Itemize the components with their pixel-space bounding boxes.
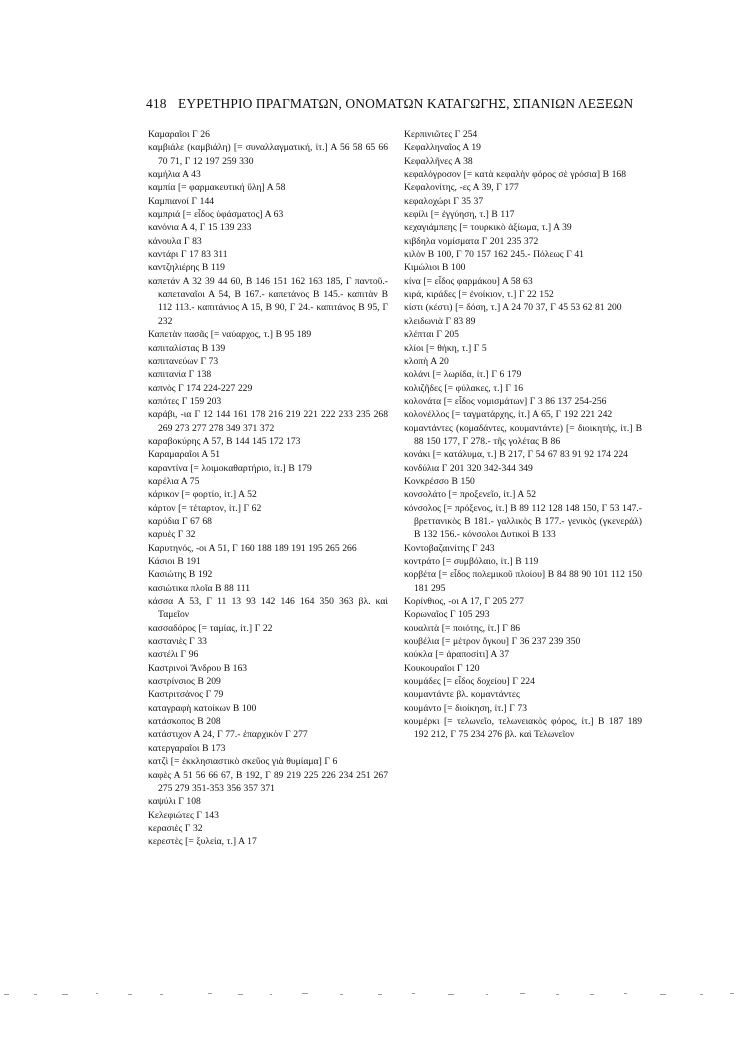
index-entry: κεχαγιάμπεης [= τουρκικὸ ἀξίωμα, τ.] Α 39 — [404, 222, 572, 234]
index-entry: κανόνια Α 4, Γ 15 139 233 — [148, 222, 252, 234]
index-entry: κουμάδες [= εἶδος δοχείου] Γ 224 — [404, 676, 535, 688]
index-entry: κατεργαραῖοι Β 173 — [148, 742, 226, 754]
index-entry: καψύλι Γ 108 — [148, 796, 201, 808]
index-entry: κουμέρκι [= τελωνεῖο, τελωνειακὸς φόρος, ἰτ.] Β 187 189 192 212, Γ 75 234 276 βλ. καὶ Τελωνεῖον — [404, 716, 642, 741]
index-entry: κάνουλα Γ 83 — [148, 235, 202, 247]
index-entry: Κιμώλιοι Β 100 — [404, 262, 466, 274]
index-entry: καφὲς Α 51 56 66 67, Β 192, Γ 89 219 225 226 234 251 267 275 279 351-353 356 357 371 — [148, 769, 388, 794]
index-entry: κόνσολος [= πρόξενος, ἰτ.] Β 89 112 128 148 150, Γ 53 147.- βρεττανικὸς Β 181.- γαλλικὸς Β 177.- γενικὸς (γκενεράλ) Β 132 156.- κόνσολοι Δυτικοὶ Β 133 — [404, 502, 642, 541]
index-column-left — [148, 128, 388, 849]
index-entry: κατάστιχον Α 24, Γ 77.- ἐπαρχικὸν Γ 277 — [148, 729, 308, 741]
index-entry: Κορωναῖος Γ 105 293 — [404, 609, 490, 621]
index-entry: κολονέλλος [= ταγματάρχης, ἰτ.] Α 65, Γ 192 221 242 — [404, 409, 613, 421]
index-entry: κατζὶ [= ἐκκλησιαστικὸ σκεῦος γιὰ θυμίαμα] Γ 6 — [148, 756, 338, 768]
index-entry: καραντίνα [= λοιμοκαθαρτήριο, ἰτ.] Β 179 — [148, 462, 312, 474]
index-entry: κασσαδόρος [= ταμίας, ἰτ.] Γ 22 — [148, 622, 273, 634]
index-entry: καπιτανεύων Γ 73 — [148, 355, 219, 367]
index-entry: κλειδωνιὰ Γ 83 89 — [404, 315, 476, 327]
index-entry: κλοπὴ Α 20 — [404, 355, 449, 367]
index-entry: Κοντοβαζαινίτης Γ 243 — [404, 542, 495, 554]
index-entry: κίνα [= εἶδος φαρμάκου] Α 58 63 — [404, 275, 533, 287]
index-entry: κερασιὲς Γ 32 — [148, 822, 203, 834]
index-entry: καμβιάλε (καμβιάλη) [= συναλλαγματική, ἰτ.] Α 56 58 65 66 70 71, Γ 12 197 259 330 — [148, 142, 388, 167]
index-entry: καρέλια Α 75 — [148, 475, 200, 487]
index-entry: καράβι, -ια Γ 12 144 161 178 216 219 221 222 233 235 268 269 273 277 278 349 371 372 — [148, 409, 388, 434]
index-entry: Κερπινιῶτες Γ 254 — [404, 129, 478, 140]
index-entry: κίστι (κέστι) [= δόση, τ.] Α 24 70 37, Γ 45 53 62 81 200 — [404, 302, 622, 314]
index-entry: κονσολάτο [= προξενεῖο, ἰτ.] Α 52 — [404, 489, 537, 501]
index-entry: καπιτανία Γ 138 — [148, 369, 212, 381]
index-entry: κουμάντο [= διοίκηση, ἰτ.] Γ 73 — [404, 702, 528, 714]
index-entry: Κεφαλληναῖος Α 19 — [404, 142, 481, 154]
index-entry: Καρυτηνός, -οι Α 51, Γ 160 188 189 191 195 265 266 — [148, 542, 357, 554]
index-entry: κολάνι [= λωρίδα, ἰτ.] Γ 6 179 — [404, 369, 522, 381]
index-column-right — [404, 128, 642, 742]
index-entry: Καραμαραῖοι Α 51 — [148, 449, 221, 461]
page-title: ΕΥΡΕΤΗΡΙΟ ΠΡΑΓΜΑΤΩΝ, ΟΝΟΜΑΤΩΝ ΚΑΤΑΓΩΓΗΣ, ΣΠΑΝΙΩΝ ΛΕΞΕΩΝ — [178, 96, 634, 111]
index-entry: κούκλα [= ἀραποσίτι] Α 37 — [404, 649, 510, 661]
index-entry: κεφίλι [= ἐγγύηση, τ.] Β 117 — [404, 209, 515, 221]
index-entry: καμπία [= φαρμακευτική ὕλη] Α 58 — [148, 182, 286, 194]
index-entry: κάσσα Α 53, Γ 11 13 93 142 146 164 350 363 βλ. καὶ Ταμεῖον — [148, 596, 388, 621]
index-entry: καμήλια Α 43 — [148, 169, 201, 181]
page-number: 418 — [146, 96, 167, 111]
index-entry: κουαλιτὰ [= ποιότης, ἰτ.] Γ 86 — [404, 622, 521, 634]
scan-artifact-dots — [0, 991, 744, 999]
index-entry: Κεφαλλῆνες Α 38 — [404, 155, 473, 167]
index-entry: καντζηλιέρης Β 119 — [148, 262, 225, 274]
index-entry: Καστρινοὶ Ἄνδρου Β 163 — [148, 662, 248, 674]
index-entry: καπνὸς Γ 174 224-227 229 — [148, 382, 253, 394]
index-entry: κεφαλοχώρι Γ 35 37 — [404, 195, 484, 207]
index-entry: κατάσκοπος Β 208 — [148, 716, 221, 728]
index-entry: Καστριτσάνος Γ 79 — [148, 689, 224, 701]
index-entry: κουμαντάντε βλ. κομαντάντες — [404, 689, 520, 701]
index-entry: κονάκι [= κατάλυμα, τ.] Β 217, Γ 54 67 83 91 92 174 224 — [404, 449, 628, 461]
index-entry: Κορίνθιος, -οι Α 17, Γ 205 277 — [404, 596, 524, 608]
index-entry: κιλὸν Β 100, Γ 70 157 162 245.- Πόλεως Γ 41 — [404, 249, 584, 261]
index-entry: κολιζῆδες [= φύλακες, τ.] Γ 16 — [404, 382, 524, 394]
index-entry: κασιώτικα πλοῖα Β 88 111 — [148, 582, 251, 594]
index-entry: Καμαραῖοι Γ 26 — [148, 129, 210, 140]
index-entry: Καμπιανοί Γ 144 — [148, 195, 215, 207]
index-entry: καστέλι Γ 96 — [148, 649, 199, 661]
index-entry: κοντράτο [= συμβόλαιο, ἰτ.] Β 119 — [404, 556, 539, 567]
index-entry: καρυὲς Γ 32 — [148, 529, 196, 541]
index-entry: καραβοκύρης Α 57, Β 144 145 172 173 — [148, 435, 301, 447]
index-entry: Κελεφιώτες Γ 143 — [148, 809, 219, 821]
running-head — [146, 96, 646, 112]
index-entry: Κουκουραῖοι Γ 120 — [404, 662, 480, 674]
index-entry: Κασιώτης Β 192 — [148, 569, 213, 581]
index-entry: καπότες Γ 159 203 — [148, 395, 222, 407]
index-entry: κλίοι [= θήκη, τ.] Γ 5 — [404, 342, 487, 354]
index-entry: κιρά, κιράδες [= ἐνοίκιον, τ.] Γ 22 152 — [404, 289, 554, 301]
index-entry: κονδύλια Γ 201 320 342-344 349 — [404, 462, 533, 474]
index-entry: κάρτον [= τέταρτον, ἰτ.] Γ 62 — [148, 502, 262, 514]
index-entry: Κονκρέσσο Β 150 — [404, 475, 475, 487]
index-entry: κομαντάντες (κομαδάντες, κουμαντάντε) [= διοικητής, ἰτ.] Β 88 150 177, Γ 278.- τῆς γολέτας Β 86 — [404, 422, 642, 447]
index-entry: καντάρι Γ 17 83 311 — [148, 249, 228, 261]
index-entry: καστρίνσιος Β 209 — [148, 676, 221, 688]
index-entry: κεφαλόγροσον [= κατὰ κεφαλὴν φόρος σὲ γρόσια] Β 168 — [404, 169, 626, 181]
index-entry: κορβέτα [= εἶδος πολεμικοῦ πλοίου] Β 84 88 90 101 112 150 181 295 — [404, 569, 642, 594]
index-entry: κολονάτα [= εἶδος νομισμάτων] Γ 3 86 137 254-256 — [404, 395, 607, 407]
index-entry: καστανιὲς Γ 33 — [148, 636, 207, 648]
index-entry: καρύδια Γ 67 68 — [148, 515, 212, 527]
index-entry: καπιταλίστας Β 139 — [148, 342, 226, 354]
index-entry: Κάσιοι Β 191 — [148, 556, 201, 567]
index-entry: καμπριά [= εἶδος ὑφάσματος] Α 63 — [148, 209, 284, 221]
index-entry: Καπετὰν πασᾶς [= ναύαρχος, τ.] Β 95 189 — [148, 329, 312, 341]
index-entry: Κεφαλονίτης, -ες Α 39, Γ 177 — [404, 182, 519, 194]
index-entry: κερεστὲς [= ξυλεία, τ.] Α 17 — [148, 836, 257, 848]
index-entry: καπετάν Α 32 39 44 60, Β 146 151 162 163 185, Γ παντοῦ.- καπεταναῖοι Α 54, Β 167.- καπετάνος Β 145.- καπιτὰν Β 112 113.- καπιτάνιος Α 15, Β 90, Γ 24.- καπιτάνος Β 95, Γ 232 — [148, 275, 388, 327]
index-entry: κουβέλια [= μέτρον ὄγκου] Γ 36 237 239 350 — [404, 636, 581, 648]
index-entry: κλέπται Γ 205 — [404, 329, 459, 341]
index-entry: καταγραφὴ κατοίκων Β 100 — [148, 702, 257, 714]
index-entry: κάρικον [= φορτίο, ἰτ.] Α 52 — [148, 489, 257, 501]
index-entry: κιβδηλα νομίσματα Γ 201 235 372 — [404, 235, 539, 247]
